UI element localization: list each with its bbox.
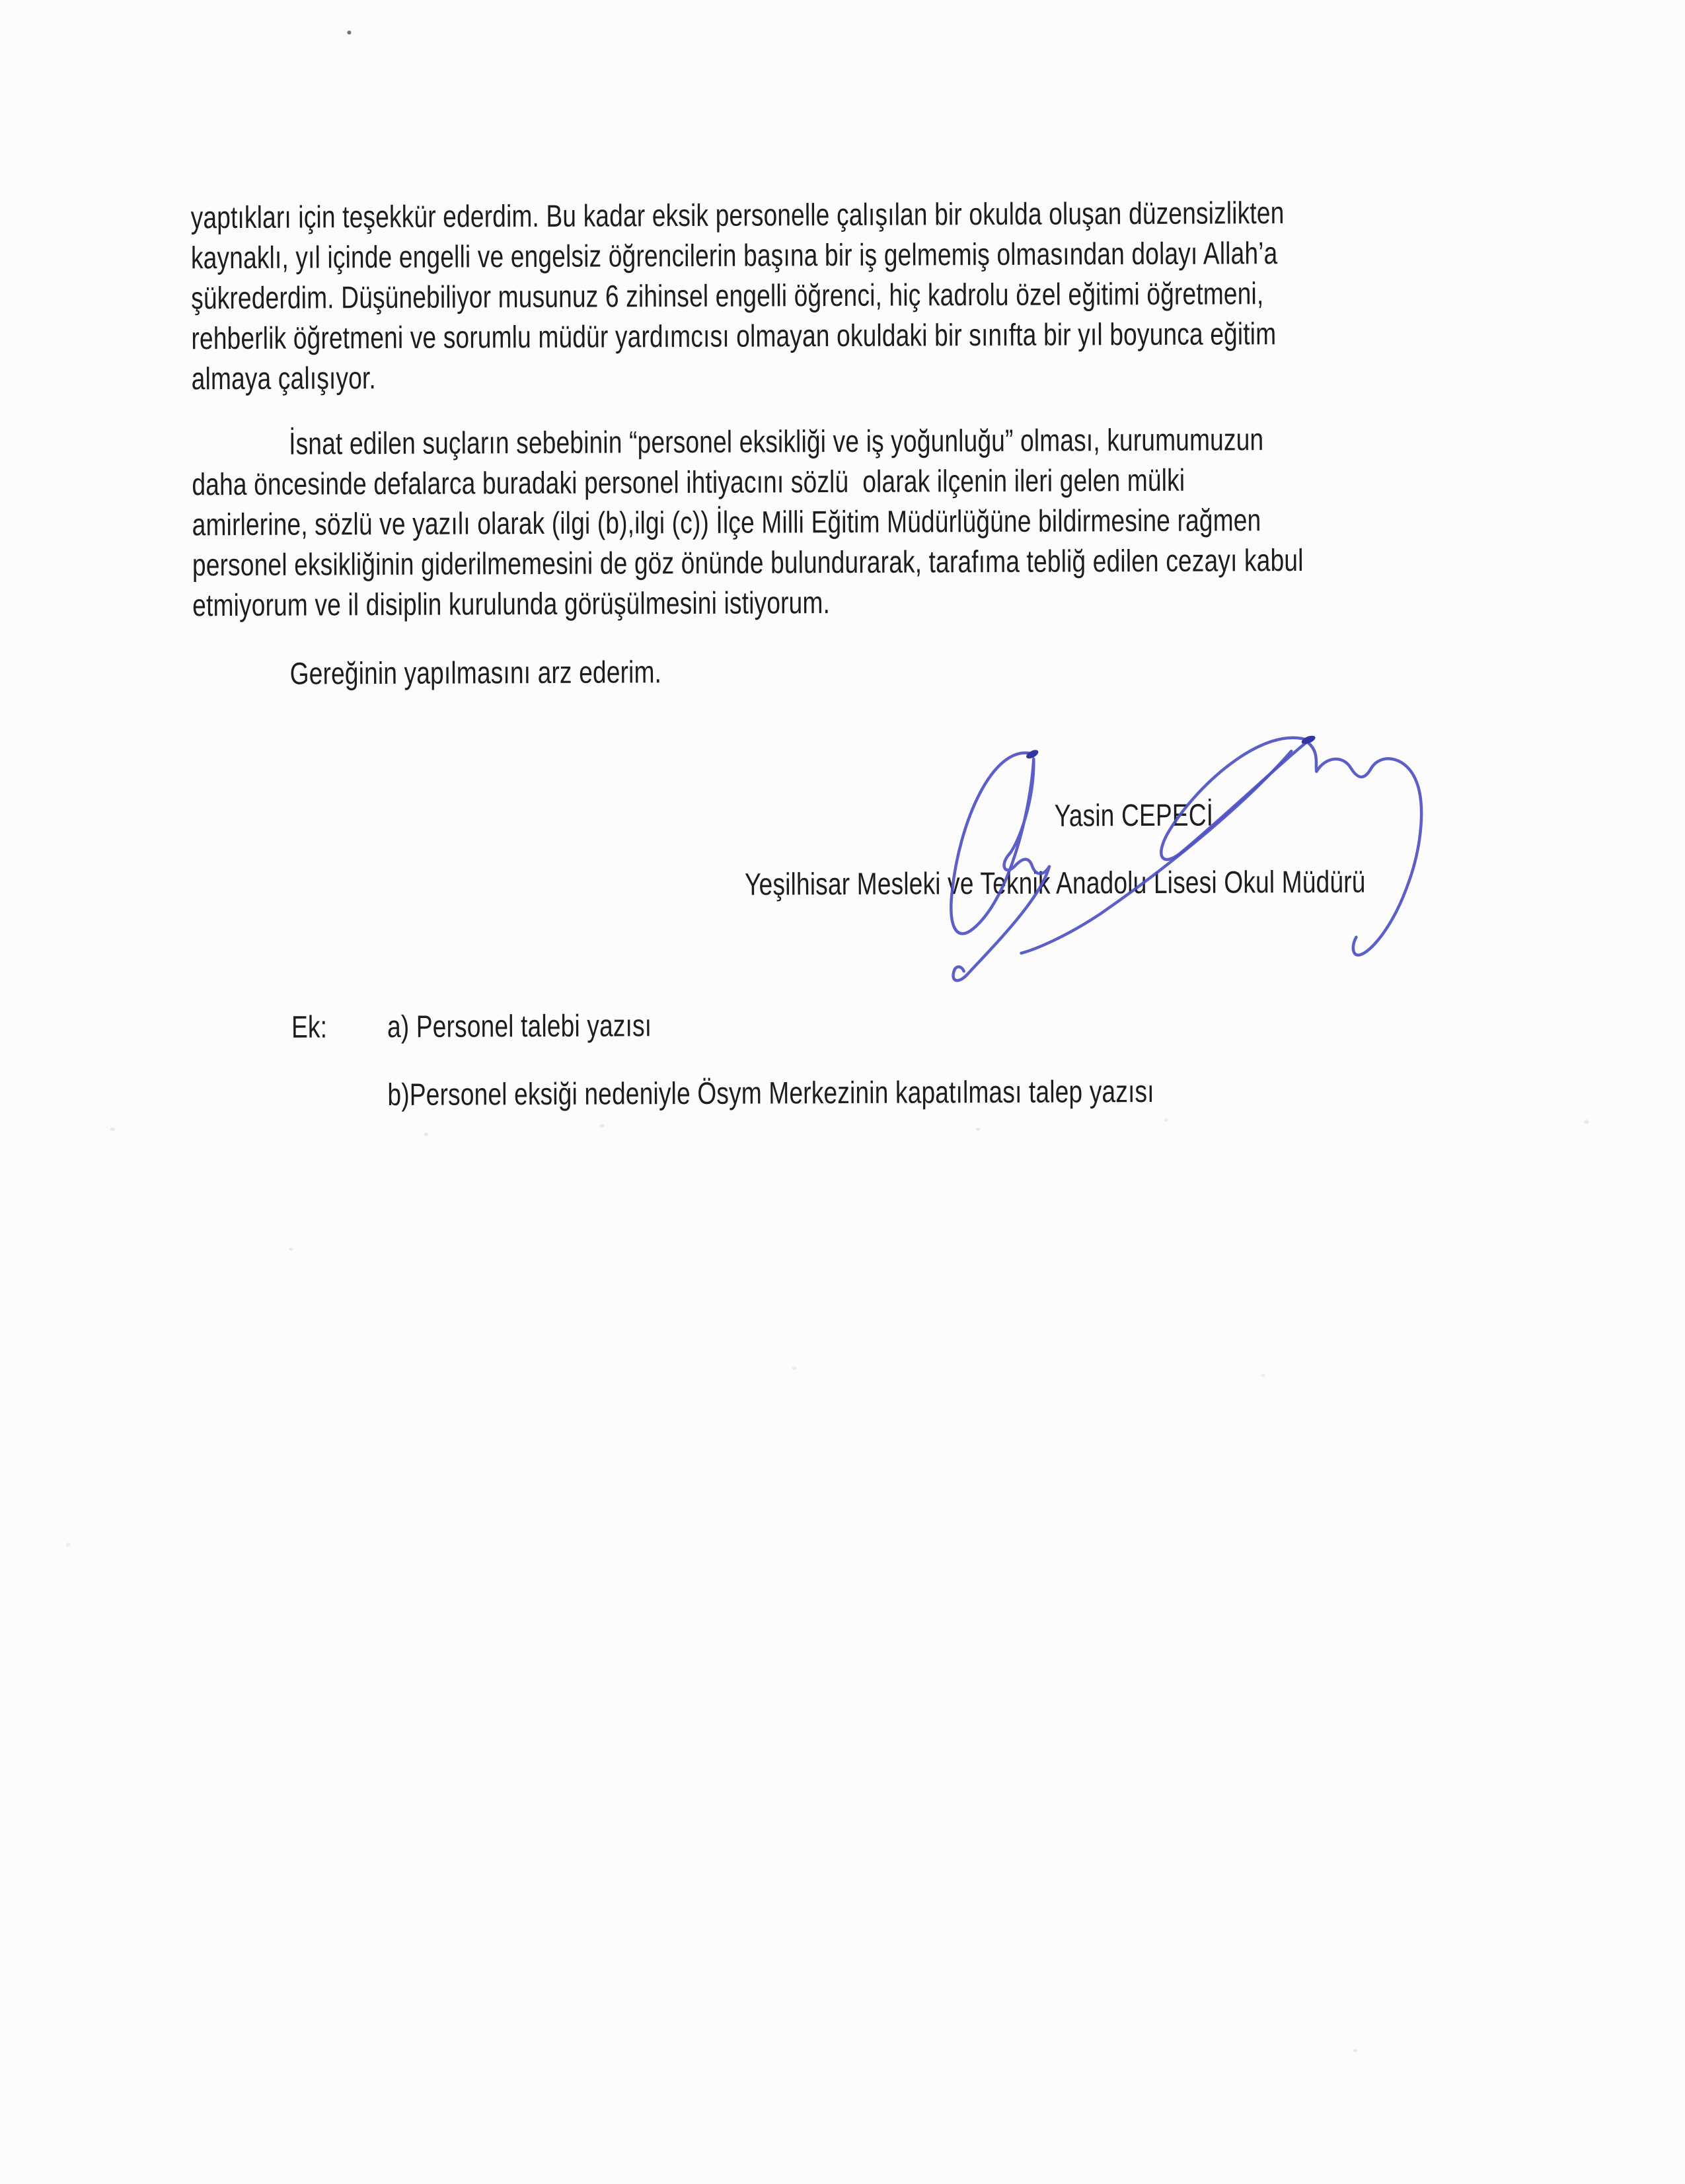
scan-speck: [424, 1133, 428, 1136]
signature-ink-blob-left: [1025, 748, 1039, 760]
scan-speck: [599, 1124, 605, 1128]
body-paragraph1-line3: şükrederdim. Düşünebiliyor musunuz 6 zihinsel engelli öğrenci, hiç kadrolu özel eğitimi öğretmeni,: [191, 275, 1264, 316]
signatory-name: Yasin CEPECİ: [1054, 797, 1214, 833]
body-paragraph2-line5: etmiyorum ve il disiplin kurulunda görüşülmesini istiyorum.: [192, 585, 831, 623]
attachment-item-a: a) Personel talebi yazısı: [387, 1007, 652, 1044]
body-paragraph1-line2: kaynaklı, yıl içinde engelli ve engelsiz öğrencilerin başına bir iş gelmemiş olmasından dolayı Allah’a: [190, 235, 1278, 275]
signature-diagonal-stroke: [1020, 751, 1292, 953]
body-paragraph1-line5: almaya çalışıyor.: [191, 360, 377, 396]
body-paragraph2-line4: personel eksikliğinin giderilmemesini de göz önünde bulundurarak, tarafıma tebliğ edilen cezayı kabul: [192, 542, 1304, 583]
scan-speck: [1353, 2049, 1358, 2053]
scan-speck: [110, 1128, 115, 1131]
body-paragraph2-line1: İsnat edilen suçların sebebinin “personel eksikliği ve iş yoğunluğu” olması, kurumumuzun: [289, 421, 1264, 461]
scan-speck: [1261, 1373, 1265, 1377]
scan-speck: [1584, 1120, 1589, 1124]
body-paragraph2-line2: daha öncesinde defalarca buradaki personel ihtiyacını sözlü olarak ilçenin ileri gelen mülki: [192, 462, 1185, 502]
scan-speck: [65, 1543, 70, 1547]
scan-speck: [347, 30, 351, 34]
closing-line: Gereğinin yapılmasını arz ederim.: [289, 654, 662, 691]
scan-speck: [976, 1128, 981, 1131]
attachments-label: Ek:: [291, 1009, 328, 1044]
body-paragraph2-line3: amirlerine, sözlü ve yazılı olarak (ilgi (b),ilgi (c)) İlçe Milli Eğitim Müdürlüğüne bildirmesine rağmen: [192, 502, 1261, 542]
signature-right-loop-stroke: [1161, 737, 1422, 956]
scan-speck: [289, 1248, 293, 1251]
attachment-item-b: b)Personel eksiği nedeniyle Ösym Merkezinin kapatılması talep yazısı: [387, 1073, 1154, 1112]
body-paragraph1-line1: yaptıkları için teşekkür ederdim. Bu kadar eksik personelle çalışılan bir okulda oluşan düzensizlikten: [190, 195, 1285, 235]
body-paragraph1-line4: rehberlik öğretmeni ve sorumlu müdür yardımcısı olmayan okuldaki bir sınıfta bir yıl boyunca eğitim: [191, 316, 1277, 356]
scan-speck: [1164, 1118, 1168, 1122]
signature-ink-blob-right: [1300, 734, 1316, 746]
scan-speck: [792, 1366, 796, 1369]
signatory-title: Yeşilhisar Mesleki ve Teknik Anadolu Lisesi Okul Müdürü: [744, 863, 1366, 902]
